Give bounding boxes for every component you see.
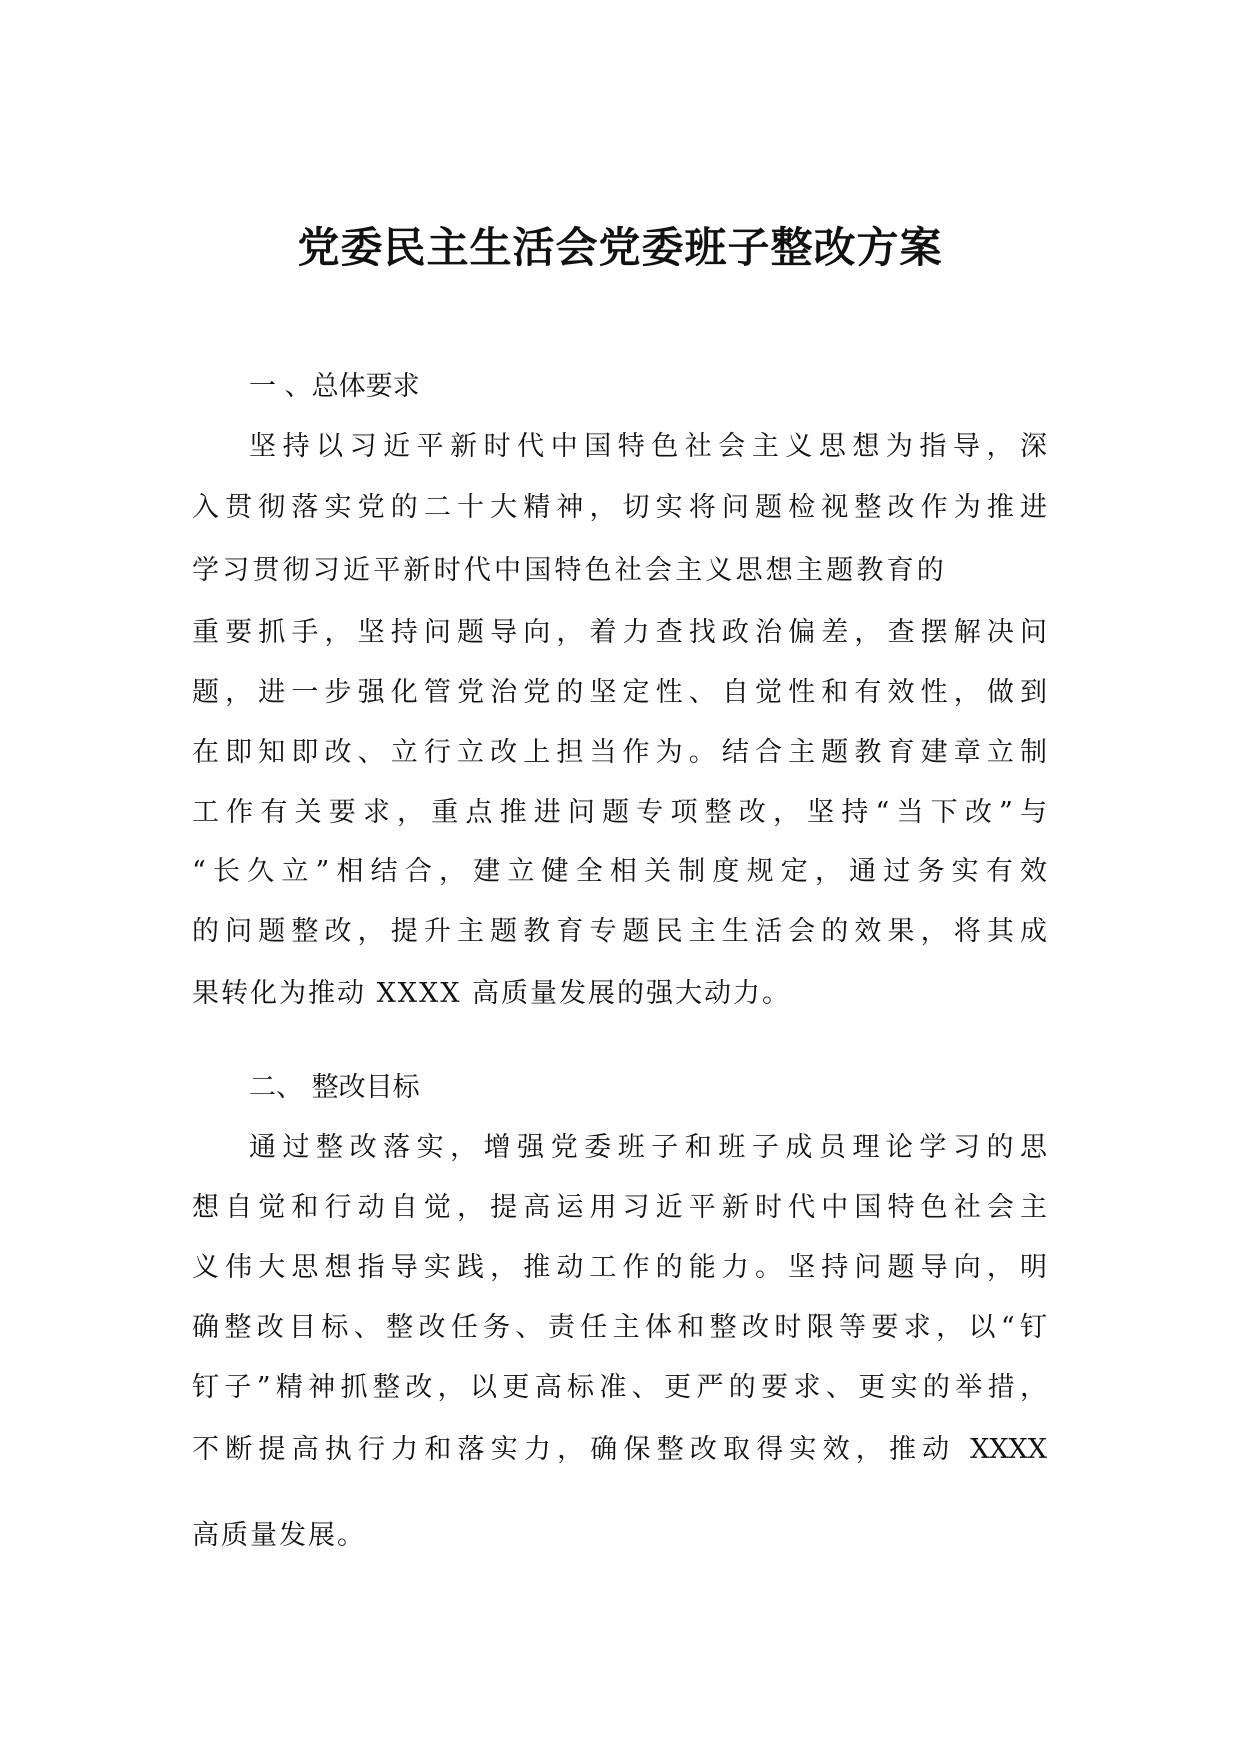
paragraph-line: 果转化为推动 XXXX 高质量发展的强大动力。	[192, 978, 792, 1009]
paragraph-line: 确整改目标、整改任务、责任主体和整改时限等要求，以“钉	[192, 1312, 1047, 1343]
paragraph-line: 不断提高执行力和落实力，确保整改取得实效，推动 XXXX	[192, 1434, 1047, 1465]
paragraph-line: 入贯彻落实党的二十大精神，切实将问题检视整改作为推进	[192, 492, 1047, 523]
paragraph-line: 想自觉和行动自觉，提高运用习近平新时代中国特色社会主	[192, 1192, 1047, 1223]
section-heading: 二、 整改目标	[249, 1072, 420, 1103]
paragraph-line: 在即知即改、立行立改上担当作为。结合主题教育建章立制	[192, 737, 1047, 768]
paragraph-line: 题，进一步强化管党治党的坚定性、自觉性和有效性，做到	[192, 677, 1047, 708]
paragraph-line: 钉子”精神抓整改，以更高标准、更严的要求、更实的举措，	[192, 1372, 1047, 1403]
paragraph-line: 重要抓手，坚持问题导向，着力查找政治偏差，查摆解决问	[192, 617, 1047, 648]
paragraph-line: 的问题整改，提升主题教育专题民主生活会的效果，将其成	[192, 916, 1047, 947]
paragraph-line: 工作有关要求，重点推进问题专项整改，坚持“当下改”与	[192, 797, 1047, 828]
paragraph-line: 通过整改落实，增强党委班子和班子成员理论学习的思	[249, 1132, 1047, 1163]
document-title: 党委民主生活会党委班子整改方案	[297, 223, 943, 273]
paragraph-line: 高质量发展。	[192, 1520, 366, 1551]
paragraph-line: 义伟大思想指导实践，推动工作的能力。坚持问题导向，明	[192, 1252, 1047, 1283]
paragraph-line: “长久立”相结合，建立健全相关制度规定，通过务实有效	[192, 856, 1047, 887]
paragraph-line: 坚持以习近平新时代中国特色社会主义思想为指导，深	[249, 431, 1047, 462]
section-heading: 一 、总体要求	[249, 371, 420, 402]
paragraph-line: 学习贯彻习近平新时代中国特色社会主义思想主题教育的	[192, 555, 947, 586]
